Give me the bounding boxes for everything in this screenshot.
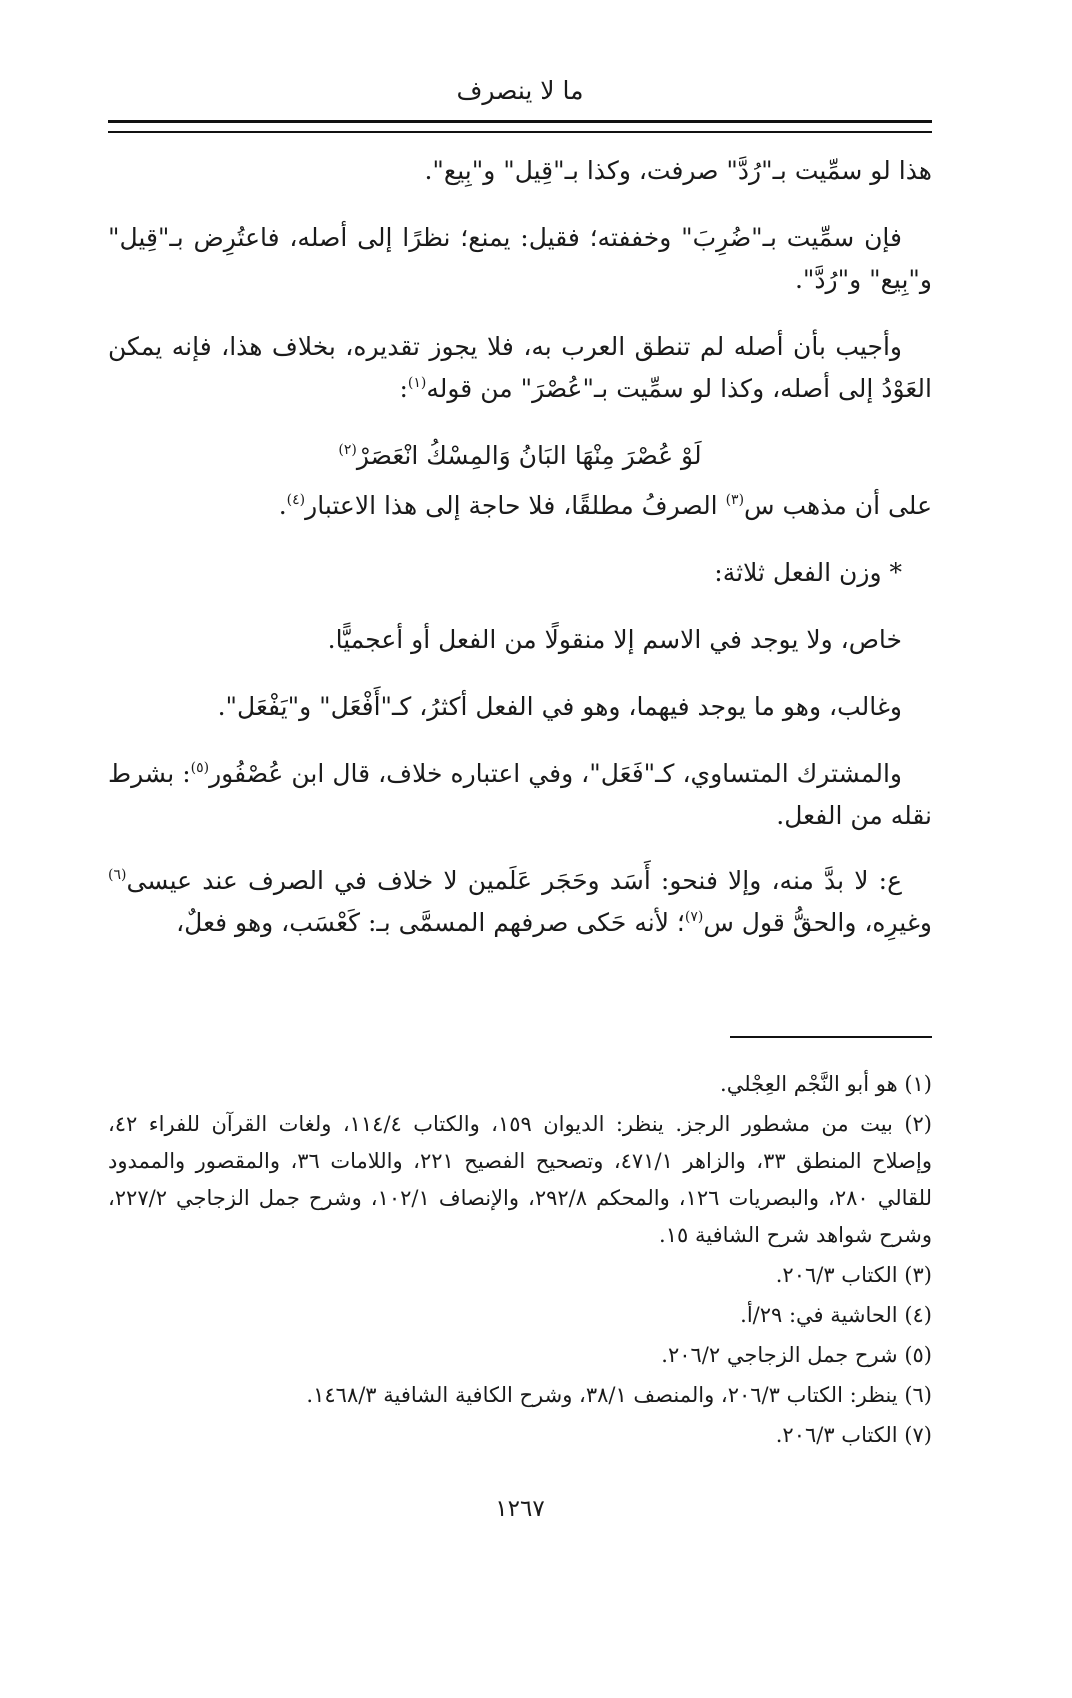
paragraph-7: وغالب، وهو ما يوجد فيهما، وهو في الفعل أكثرُ، كـ"أَفْعَل" و"يَفْعَل". [217,692,902,721]
main-text [108,150,932,969]
running-title: ما لا ينصرف [456,76,584,105]
footnote-ref-7: (٧) [684,909,704,925]
verse-line [108,435,932,477]
header-rule-thin [108,131,932,133]
paragraph-4-end: . [278,491,287,520]
footnote-separator [730,1036,932,1038]
paragraph-9-text-b: وغيرِه، والحقُّ قول س [703,908,932,937]
paragraph-3-text: وأجيب بأن أصله لم تنطق العرب به، فلا يجوز تقديره، بخلاف هذا، فإنه يمكن العَوْدُ إلى أصله، وكذا لو سمِّيت بـ"عُصْرَ" من قوله [108,332,932,403]
footnote-4: (٤) الحاشية في: ٢٩/أ. [740,1303,932,1327]
footnote-7: (٧) الكتاب ٢٠٦/٣. [775,1423,932,1447]
paragraph-4 [108,485,932,527]
paragraph-8-text: والمشترك المتساوي، كـ"فَعَل"، وفي اعتباره خلاف، قال ابن عُصْفُور [209,759,903,788]
header-rule-thick [108,120,932,123]
paragraph-9-text-c: ؛ لأنه حَكى صرفهم المسمَّى بـ: كَعْسَب، وهو فعلٌ، [176,908,685,937]
paragraph-1: هذا لو سمِّيت بـ"رُدَّ" صرفت، وكذا بـ"قِيل" و"بِيع". [424,156,932,185]
paragraph-9 [108,860,932,944]
paragraph-8 [108,753,932,837]
footnote-6: (٦) ينظر: الكتاب ٢٠٦/٣، والمنصف ٣٨/١، وشرح الكافية الشافية ١٤٦٨/٣. [306,1383,932,1407]
paragraph-5: * وزن الفعل ثلاثة: [714,558,902,587]
footnotes [108,1066,932,1457]
page-number: ١٢٦٧ [495,1496,545,1522]
verse-text: لَوْ عُصْرَ مِنْهَا البَانُ وَالمِسْكُ انْعَصَرْ [356,441,702,470]
footnote-ref-5: (٥) [190,760,210,776]
footnote-3: (٣) الكتاب ٢٠٦/٣. [775,1263,932,1287]
paragraph-4-text-b: الصرفُ مطلقًا، فلا حاجة إلى هذا الاعتبار [305,491,726,520]
footnote-5: (٥) شرح جمل الزجاجي ٢٠٦/٢. [661,1343,932,1367]
footnote-ref-6: (٦) [108,867,127,883]
footnote-ref-3: (٣) [725,492,745,508]
book-page [108,0,932,1698]
footnote-2: (٢) بيت من مشطور الرجز. ينظر: الديوان ١٥٩، والكتاب ١١٤/٤، ولغات القرآن للفراء ٤٢، وإصلاح المنطق ٣٣، والزاهر ٤٧١/١، وتصحيح الفصيح ٢٢١، واللامات ٣٦، والمقصور والممدود للقالي ٢٨٠، والبصريات ١٢٦، والمحكم ٢٩٢/٨، والإنصاف ١٠٢/١، وشرح جمل الزجاجي ٢٢٧/٢، وشرح شواهد شرح الشافية ١٥. [108,1112,932,1247]
paragraph-3-end: : [399,374,408,403]
paragraph-8-end: : بشرط نقله من الفعل. [108,759,932,830]
paragraph-3 [108,326,932,410]
footnote-ref-2: (٢) [338,442,357,458]
paragraph-9-text-a: ع: لا بدَّ منه، وإلا فنحو: أَسَد وحَجَر عَلَمين لا خلاف في الصرف عند عيسى [126,866,902,895]
paragraph-6: خاص، ولا يوجد في الاسم إلا منقولًا من الفعل أو أعجميًّا. [327,625,902,654]
paragraph-4-text-a: على أن مذهب س [744,491,932,520]
footnote-1: (١) هو أبو النَّجْم العِجْلي. [720,1072,932,1096]
paragraph-2: فإن سمِّيت بـ"ضُرِبَ" وخففته؛ فقيل: يمنع؛ نظرًا إلى أصله، فاعتُرِض بـ"قِيل" و"بِيع" و"رُدَّ". [108,223,932,294]
footnote-ref-4: (٤) [286,492,306,508]
footnote-ref-1: (١) [407,375,427,391]
